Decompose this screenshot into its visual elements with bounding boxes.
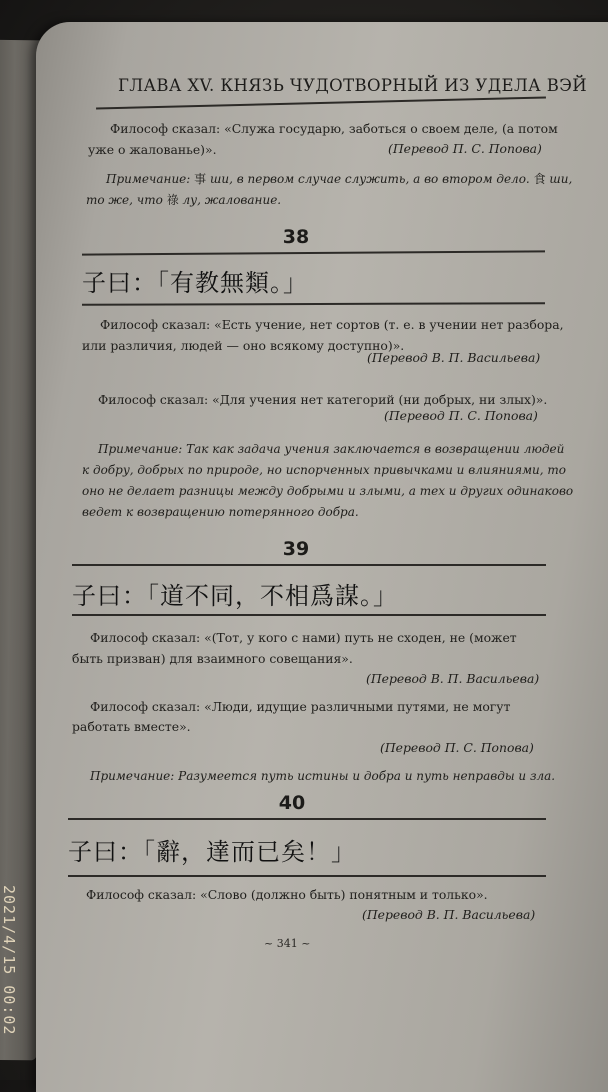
section-38-popov-line1: Философ сказал: «Для учения нет категорий (ни добрых, ни злых)». — [98, 392, 548, 407]
note-text: лу, жалование. — [182, 193, 282, 207]
section-39-vasiliev-translator: (Перевод В. П. Васильева) — [366, 671, 540, 686]
section-38-vasiliev-line2: или различия, людей — оно всякому доступно)». — [82, 338, 405, 353]
page-number: ~ 341 ~ — [264, 937, 311, 950]
section-39-vasiliev-line1: Философ сказал: «(Тот, у кого с нами) путь не сходен, не (может — [90, 630, 517, 645]
section-38-vasiliev-line1: Философ сказал: «Есть учение, нет сортов (т. е. в учении нет разбора, — [100, 317, 564, 332]
photo-timestamp: 2021/4/15 00:02 — [0, 885, 18, 1036]
note-text: то же, что — [86, 193, 163, 207]
top-note-line2 — [86, 190, 281, 211]
section-38-note-line3: оно не делает разницы между добрыми и злыми, а тех и других одинаково — [82, 484, 574, 498]
section-40-bottom-rule — [68, 875, 546, 877]
section-38-popov-translator: (Перевод П. С. Попова) — [384, 408, 538, 423]
section-number-40: 40 — [278, 792, 306, 814]
top-translator: (Перевод П. С. Попова) — [388, 141, 542, 156]
note-text: ши, — [549, 172, 573, 186]
section-39-popov-line1: Философ сказал: «Люди, идущие различными путями, не могут — [90, 699, 511, 714]
section-40-vasiliev-translator: (Перевод В. П. Васильева) — [362, 907, 536, 922]
header-rule — [96, 97, 546, 110]
section-39-chinese: 子曰：「道不同，不相爲謀。」 — [72, 582, 398, 610]
section-39-vasiliev-line2: быть призван) для взаимного совещания». — [72, 651, 353, 666]
section-40-vasiliev-line1: Философ сказал: «Слово (должно быть) понятным и только». — [86, 887, 488, 902]
section-40-chinese: 子曰：「辭，達而已矣！」 — [68, 838, 356, 866]
section-39-bottom-rule — [72, 614, 546, 616]
section-38-chinese: 子曰：「有教無類。」 — [82, 269, 308, 297]
section-38-vasiliev-translator: (Перевод В. П. Васильева) — [367, 350, 541, 365]
note-text: ши, в первом случае служить, а во втором дело. — [210, 172, 530, 186]
note-hanzi-lu: 祿 — [166, 193, 179, 207]
section-number-38: 38 — [282, 226, 310, 248]
note-label: Примечание: — [106, 172, 191, 186]
section-38-note-line4: ведет к возвращению потерянного добра. — [82, 505, 359, 519]
section-39-note: Примечание: Разумеется путь истины и добра и путь неправды и зла. — [90, 769, 556, 783]
section-39-popov-translator: (Перевод П. С. Попова) — [380, 740, 534, 755]
section-38-note-line2: к добру, добрых по природе, но испорченных привычками и влияниями, то — [82, 463, 567, 477]
top-translation-line2: уже о жалованье)». — [88, 142, 217, 157]
section-number-39: 39 — [282, 538, 310, 560]
top-note-line1 — [106, 169, 572, 190]
note-hanzi-shi2: 食 — [533, 172, 546, 186]
section-38-top-rule — [82, 250, 545, 255]
section-39-top-rule — [72, 564, 546, 566]
section-39-popov-line2: работать вместе». — [72, 719, 191, 734]
top-translation-line1: Философ сказал: «Служа государю, заботься о своем деле, (а потом — [110, 121, 558, 136]
note-hanzi-shi: 事 — [194, 172, 207, 186]
section-38-bottom-rule — [82, 302, 545, 306]
section-38-note-line1: Примечание: Так как задача учения заключается в возвращении людей — [98, 442, 565, 456]
chapter-title: ГЛАВА XV. КНЯЗЬ ЧУДОТВОРНЫЙ ИЗ УДЕЛА ВЭЙ — [118, 76, 588, 95]
section-40-top-rule — [68, 818, 546, 820]
